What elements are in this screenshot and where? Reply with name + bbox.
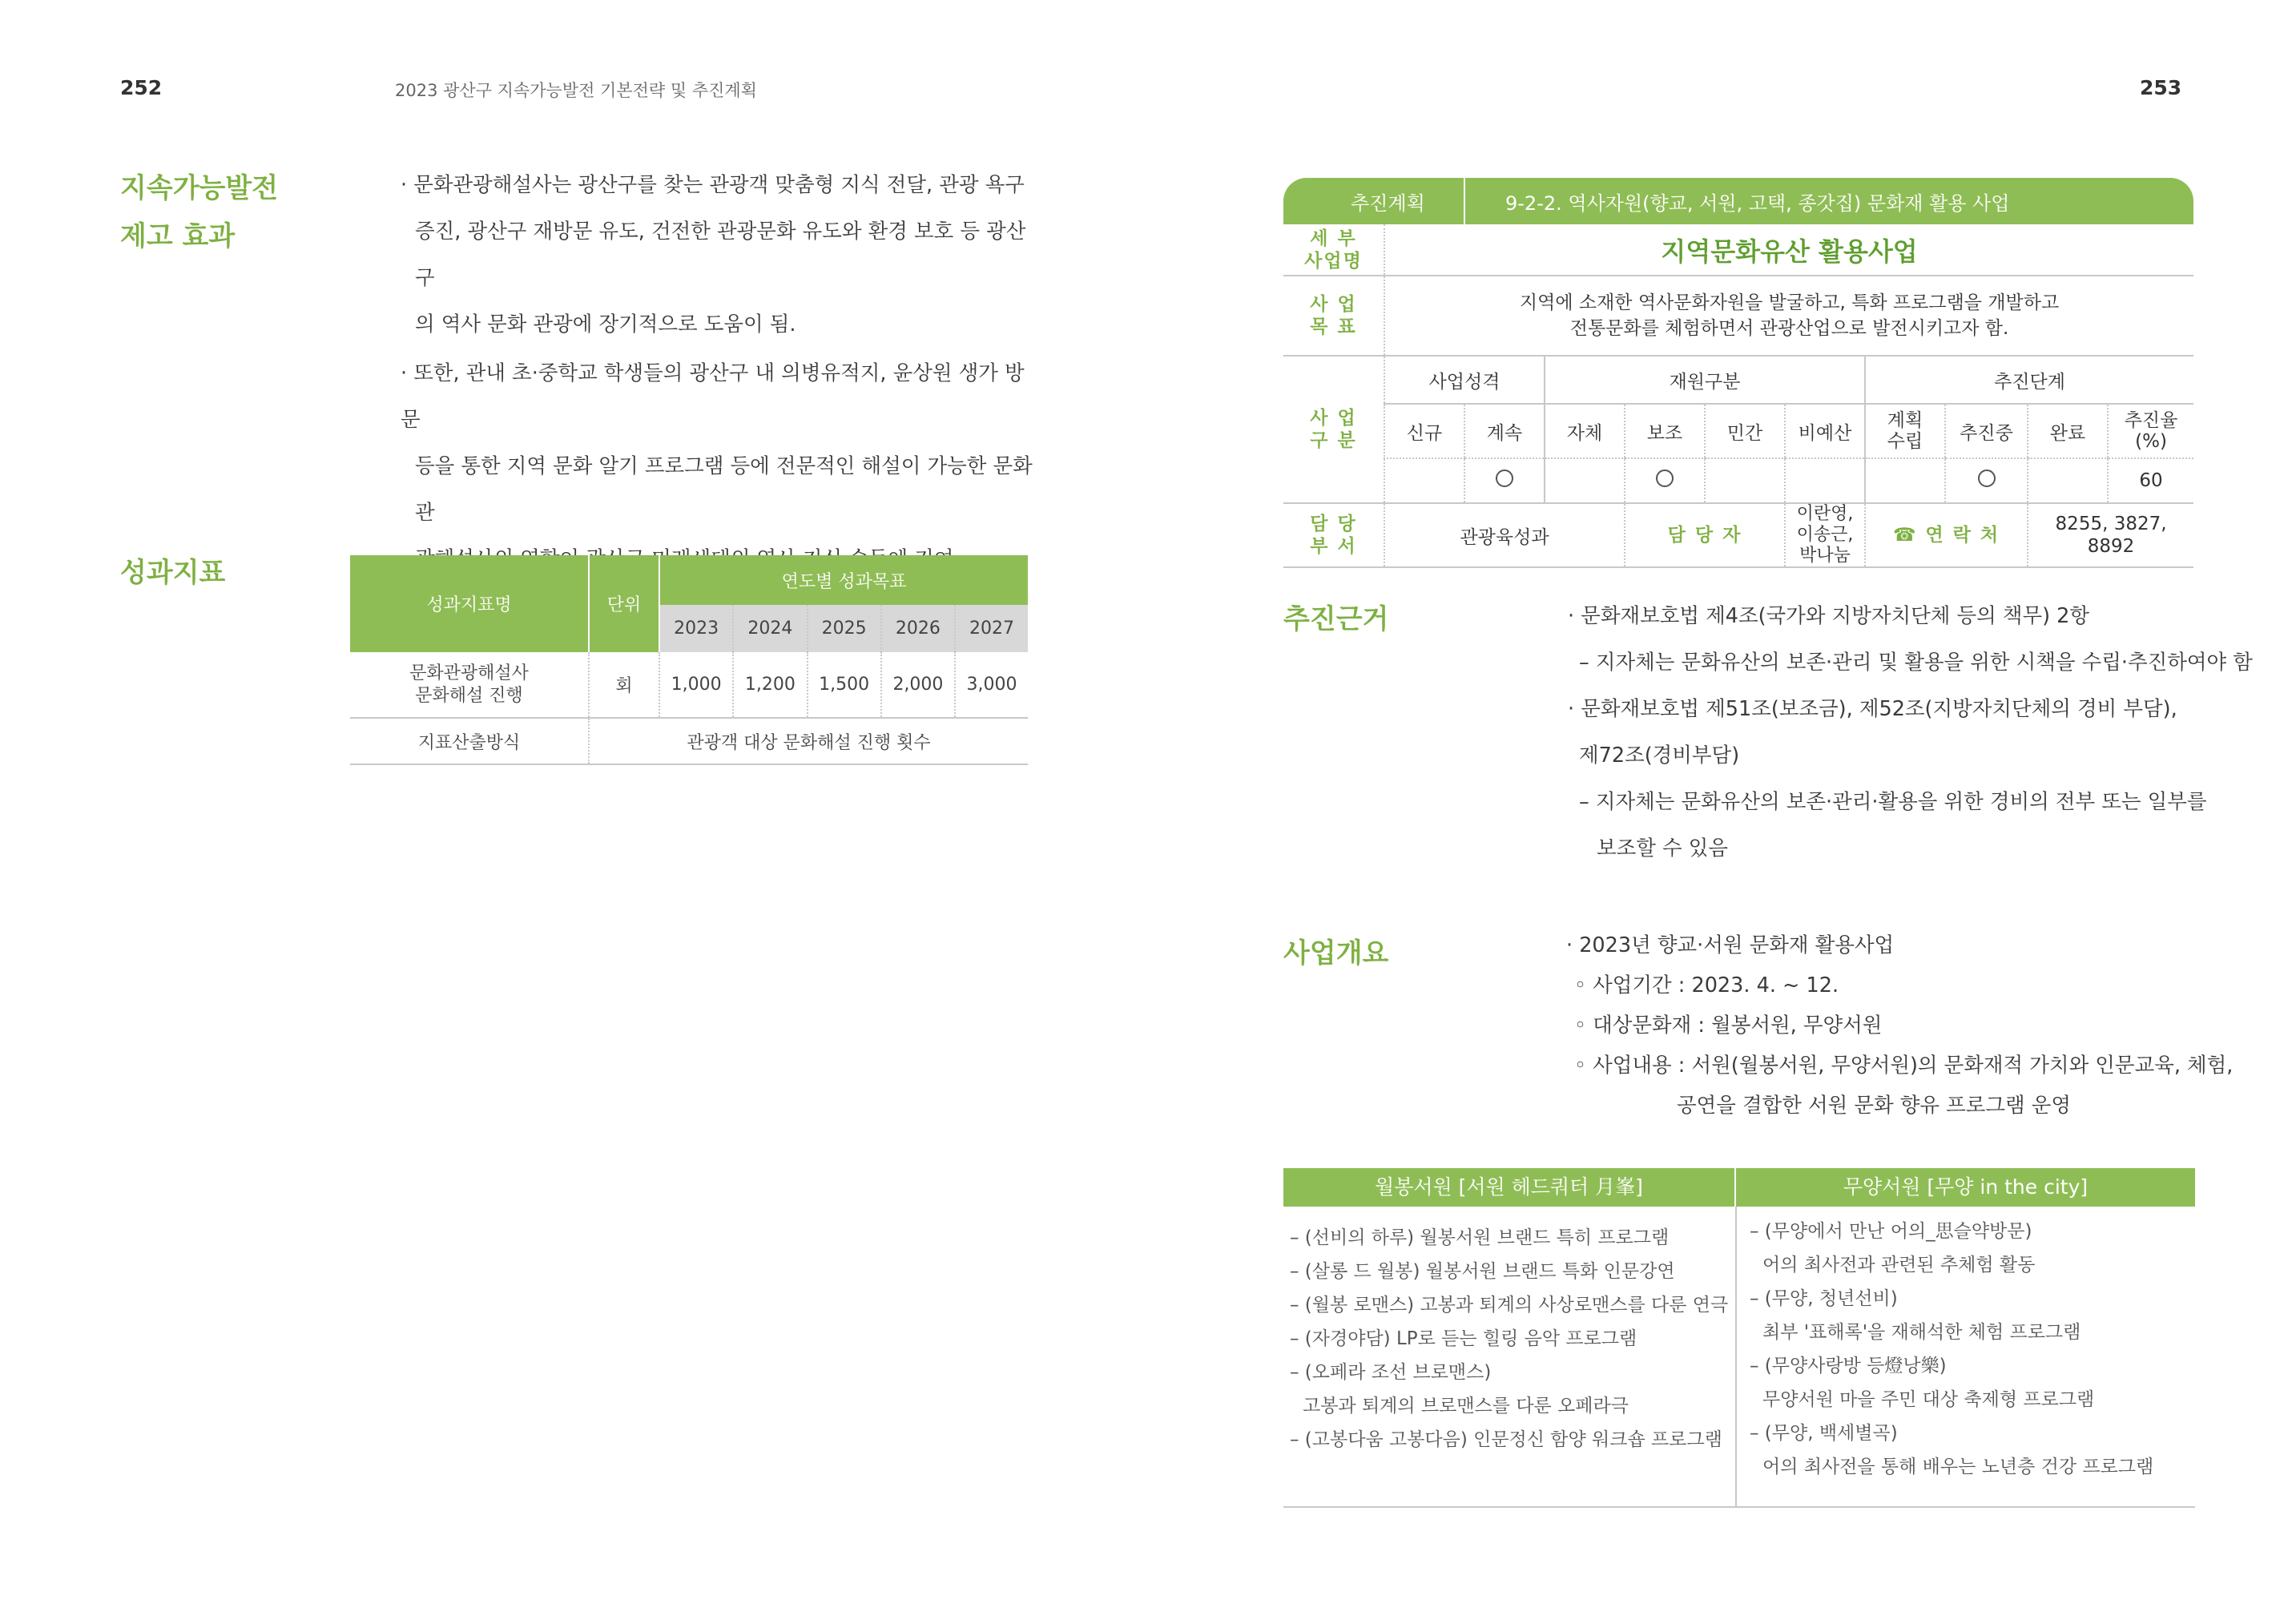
- list-item: 무양서원 마을 주민 대상 축제형 프로그램: [1762, 1389, 2095, 1410]
- overview-line1: · 2023년 향교·서원 문화재 활용사업: [1566, 933, 1895, 957]
- program-right-header: 무양서원 [무양 in the city]: [1736, 1168, 2195, 1207]
- contact-value: [2028, 503, 2193, 567]
- kpi-section-title: 성과지표: [120, 557, 226, 589]
- sub-name-value: 지역문화유산 활용사업: [1384, 224, 2193, 276]
- contact-value-line2: 8892: [2087, 536, 2135, 557]
- col-private: 민간: [1705, 404, 1785, 458]
- class-label-line1: 사 업: [1310, 408, 1357, 429]
- mark-continuing: [1464, 458, 1545, 503]
- kpi-year: 2027: [955, 605, 1028, 652]
- mark-progress: [1945, 458, 2028, 503]
- mark-done: [2028, 458, 2108, 503]
- dept-label: [1283, 503, 1384, 567]
- basis-line2: – 지자체는 문화유산의 보존·관리 및 활용을 위한 시책을 수립·추진하여야 함: [1579, 651, 2253, 675]
- kpi-row-value: 1,000: [659, 652, 733, 718]
- program-table: [1283, 1168, 2195, 1508]
- kpi-year: 2023: [659, 605, 733, 652]
- basis-line1: · 문화재보호법 제4조(국가와 지방자치단체 등의 책무) 2항: [1568, 604, 2090, 628]
- kpi-year: 2026: [881, 605, 955, 652]
- effect-para1-line1: · 문화관광해설사는 광산구를 찾는 관광객 맞춤형 지식 전달, 관광 욕구: [401, 173, 1025, 197]
- basis-text: [1568, 593, 2253, 872]
- overview-text: [1566, 925, 2234, 1126]
- rate-value: 60: [2108, 458, 2193, 503]
- kpi-col-targets: 연도별 성과목표: [659, 555, 1028, 605]
- overview-line2: ◦ 사업기간 : 2023. 4. ~ 12.: [1574, 973, 1839, 997]
- col-plan: [1865, 404, 1945, 458]
- sub-name-label-line1: 세 부: [1310, 228, 1357, 249]
- basis-line5: – 지자체는 문화유산의 보존·관리·활용을 위한 경비의 전부 또는 일부를: [1579, 790, 2207, 814]
- person-value: [1785, 503, 1865, 567]
- person-value-line1: 이란영, 이송근,: [1796, 504, 1854, 545]
- kpi-row-value: 3,000: [955, 652, 1028, 718]
- basis-line4: 제72조(경비부담): [1579, 744, 1740, 768]
- col-new: 신규: [1384, 404, 1464, 458]
- kpi-row-name-line1: 문화관광해설사: [409, 663, 529, 683]
- dept-label-line1: 담 당: [1310, 514, 1357, 534]
- effect-paragraph-2: [401, 350, 1041, 582]
- kpi-row-value: 2,000: [881, 652, 955, 718]
- col-rate-line2: (%): [2135, 431, 2167, 452]
- col-rate: [2108, 404, 2193, 458]
- group-funding: 재원구분: [1545, 356, 1865, 404]
- col-done: 완료: [2028, 404, 2108, 458]
- effect-para2-line1: · 또한, 관내 초·중학교 학생들의 광산구 내 의병유적지, 윤상원 생가 방문: [401, 361, 1025, 432]
- effect-para1-line3: 의 역사 문화 관광에 장기적으로 도움이 됨.: [415, 312, 796, 336]
- mark-plan: [1865, 458, 1945, 503]
- mark-private: [1705, 458, 1785, 503]
- sub-name-label-line2: 사업명: [1304, 250, 1363, 272]
- col-progress: 추진중: [1945, 404, 2028, 458]
- kpi-row-value: 1,200: [733, 652, 807, 718]
- col-rate-line1: 추진율: [2124, 410, 2178, 431]
- program-divider: [1735, 1207, 1737, 1506]
- list-item: – (월봉 로맨스) 고봉과 퇴계의 사상로맨스를 다룬 연극: [1290, 1295, 1729, 1316]
- person-label: 담 당 자: [1625, 503, 1785, 567]
- list-item: – (살롱 드 월봉) 월봉서원 브랜드 특화 인문강연: [1290, 1261, 1675, 1282]
- left-page-number: 252: [120, 76, 163, 99]
- list-item: – (무양에서 만난 어의_思슬약방문): [1750, 1221, 2032, 1242]
- list-item: – (무양, 청년선비): [1750, 1288, 1898, 1309]
- kpi-row: [350, 652, 1028, 718]
- kpi-col-unit: 단위: [589, 555, 659, 652]
- dept-value: 관광육성과: [1384, 503, 1625, 567]
- list-item: – (선비의 하루) 월봉서원 브랜드 특히 프로그램: [1290, 1227, 1670, 1248]
- col-plan-line1: 계획: [1887, 410, 1923, 431]
- program-left-list: [1290, 1221, 1730, 1457]
- person-value-line2: 박나눔: [1799, 546, 1851, 566]
- effect-para2-line2: 등을 통한 지역 문화 알기 프로그램 등에 전문적인 해설이 가능한 문화관: [415, 454, 1033, 525]
- kpi-year: 2024: [733, 605, 807, 652]
- group-nature: 사업성격: [1384, 356, 1545, 404]
- kpi-row-name: [350, 652, 589, 718]
- plan-table: [1283, 178, 2193, 568]
- overview-line5: 공연을 결합한 서원 문화 향유 프로그램 운영: [1677, 1094, 2072, 1118]
- class-label-line2: 구 분: [1310, 430, 1357, 451]
- list-item: – (고봉다움 고봉다음) 인문정신 함양 워크숍 프로그램: [1290, 1429, 1722, 1450]
- overview-line3: ◦ 대상문화재 : 월봉서원, 무양서원: [1574, 1014, 1883, 1038]
- running-title: 2023 광산구 지속가능발전 기본전략 및 추진계획: [395, 81, 757, 100]
- col-subsidy: 보조: [1625, 404, 1705, 458]
- basis-line3: · 문화재보호법 제51조(보조금), 제52조(지방자치단체의 경비 부담),: [1568, 697, 2177, 721]
- kpi-table: [350, 555, 1028, 765]
- list-item: – (자경야담) LP로 듣는 힐링 음악 프로그램: [1290, 1328, 1637, 1349]
- basis-section-title: 추진근거: [1283, 603, 1389, 635]
- check-circle-icon: [1978, 469, 1996, 487]
- list-item: 고봉과 퇴계의 브로맨스를 다룬 오페라극: [1303, 1396, 1629, 1416]
- check-circle-icon: [1496, 469, 1513, 487]
- sub-name-label: [1283, 224, 1384, 276]
- list-item: – (무양사랑방 등燈낭樂): [1750, 1356, 1947, 1376]
- mark-subsidy: [1625, 458, 1705, 503]
- goal-value: [1384, 276, 2193, 356]
- program-right-list: [1750, 1215, 2190, 1484]
- plan-value: 9-2-2. 역사자원(향교, 서원, 고택, 종갓집) 문화재 활용 사업: [1464, 178, 2193, 224]
- list-item: 최부 '표해록'을 재해석한 체험 프로그램: [1762, 1322, 2081, 1343]
- overview-section-title: 사업개요: [1283, 937, 1389, 969]
- effect-title-line1: 지속가능발전: [120, 172, 279, 204]
- effect-section-title: [120, 164, 278, 260]
- contact-label: ☎ 연 락 처: [1865, 503, 2028, 567]
- basis-line6: 보조할 수 있음: [1597, 836, 1729, 860]
- kpi-row-name-line2: 문화해설 진행: [415, 685, 523, 706]
- kpi-row-unit: 회: [589, 652, 659, 718]
- contact-value-line1: 8255, 3827,: [2055, 514, 2167, 534]
- list-item: 어의 최사전과 관련된 추체험 활동: [1762, 1255, 2036, 1275]
- goal-value-line1: 지역에 소재한 역사문화자원을 발굴하고, 특화 프로그램을 개발하고: [1519, 292, 2060, 313]
- check-circle-icon: [1656, 469, 1674, 487]
- list-item: – (무양, 백세별곡): [1750, 1423, 1898, 1444]
- kpi-method-label: 지표산출방식: [350, 718, 589, 764]
- dept-label-line2: 부 서: [1310, 536, 1357, 557]
- class-label: [1283, 356, 1384, 503]
- kpi-year: 2025: [808, 605, 881, 652]
- effect-paragraph-1: [401, 162, 1041, 348]
- kpi-method-row: [350, 718, 1028, 764]
- plan-label: 추진계획: [1283, 178, 1464, 224]
- program-left-header: 월봉서원 [서원 헤드쿼터 月峯]: [1283, 1168, 1734, 1207]
- col-nonbudget: 비예산: [1785, 404, 1865, 458]
- goal-label-line2: 목 표: [1310, 316, 1357, 337]
- goal-label-line1: 사 업: [1310, 294, 1357, 315]
- mark-nonbudget: [1785, 458, 1865, 503]
- effect-title-line2: 제고 효과: [120, 220, 236, 252]
- right-page-number: 253: [2140, 76, 2182, 99]
- kpi-col-name: 성과지표명: [350, 555, 589, 652]
- goal-value-line2: 전통문화를 체험하면서 관광산업으로 발전시키고자 함.: [1569, 318, 2009, 339]
- goal-label: [1283, 276, 1384, 356]
- kpi-method-value: 관광객 대상 문화해설 진행 횟수: [589, 718, 1028, 764]
- col-plan-line2: 수립: [1887, 431, 1923, 452]
- mark-new: [1384, 458, 1464, 503]
- kpi-row-value: 1,500: [808, 652, 881, 718]
- group-stage: 추진단계: [1865, 356, 2193, 404]
- effect-para1-line2: 증진, 광산구 재방문 유도, 건전한 관광문화 유도와 환경 보호 등 광산구: [415, 220, 1026, 290]
- col-self: 자체: [1545, 404, 1625, 458]
- mark-self: [1545, 458, 1625, 503]
- list-item: 어의 최사전을 통해 배우는 노년층 건강 프로그램: [1762, 1457, 2154, 1477]
- overview-line4: ◦ 사업내용 : 서원(월봉서원, 무양서원)의 문화재적 가치와 인문교육, 체험,: [1574, 1054, 2234, 1078]
- list-item: – (오페라 조선 브로맨스): [1290, 1362, 1492, 1383]
- col-continuing: 계속: [1464, 404, 1545, 458]
